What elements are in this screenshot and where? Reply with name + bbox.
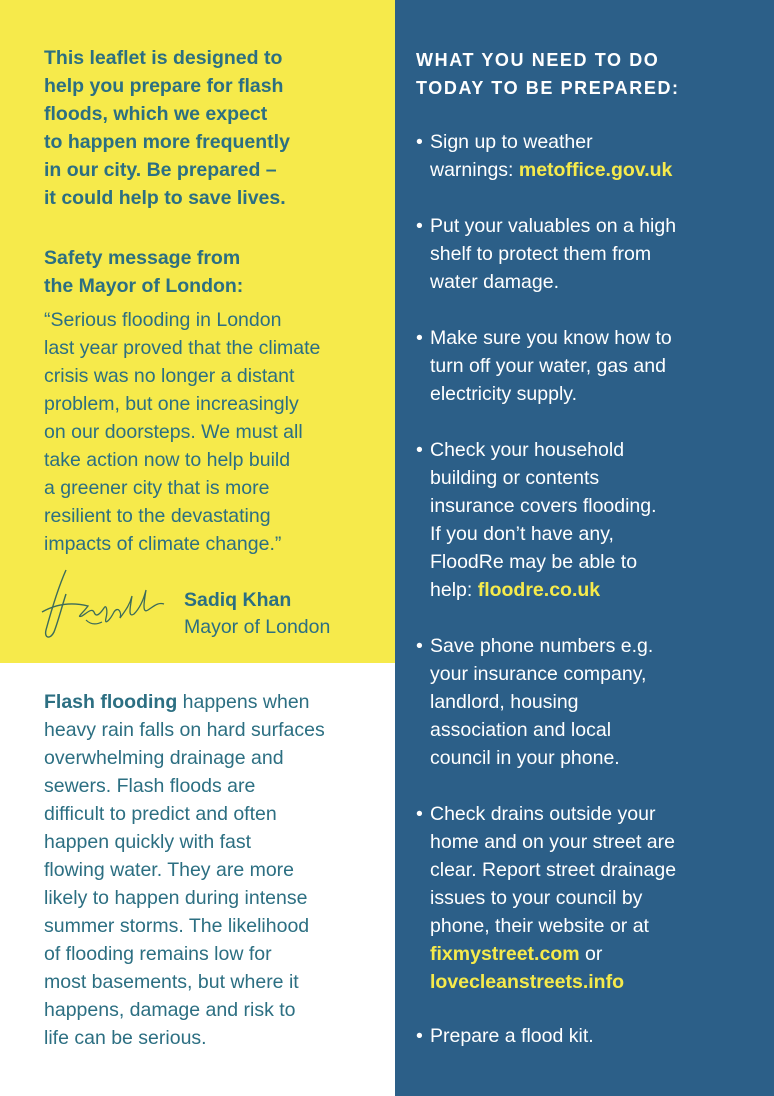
flash-flooding-paragraph	[44, 688, 384, 1052]
list-item-text: Sign up to weather warnings:	[430, 131, 593, 181]
bullet-icon: •	[416, 1025, 423, 1047]
signer-name: Sadiq Khan	[184, 589, 292, 611]
signature-image	[36, 560, 170, 646]
bullet-icon: •	[416, 635, 423, 657]
bullet-icon: •	[416, 215, 423, 237]
list-item-text-or: or	[584, 943, 603, 965]
intro-text: This leaflet is designed to help you prepare for flash floods, which we expect to happen more frequently in our city. Be prepared – it could help to save lives.	[44, 47, 290, 209]
bullet-icon: •	[416, 439, 423, 461]
flash-flooding-term: Flash flooding	[44, 691, 178, 713]
list-item-text: Prepare a flood kit.	[430, 1025, 594, 1047]
list-item-text: Make sure you know how to turn off your water, gas and electricity supply.	[430, 327, 672, 405]
bullet-icon: •	[416, 327, 423, 349]
list-item-text: Put your valuables on a high shelf to protect them from water damage.	[430, 215, 677, 293]
flash-flooding-description: happens when heavy rain falls on hard surfaces overwhelming drainage and sewers. Flash floods are difficult to predict and often happen quickly with fast flowing water. They are more likely to happen during intense summer storms. The likelihood of flooding remains low for most basements, but where it happens, damage and risk to life can be serious.	[44, 691, 325, 1049]
list-item-text: Save phone numbers e.g. your insurance company, landlord, housing association and local council in your phone.	[430, 635, 654, 769]
floodre-link[interactable]: floodre.co.uk	[477, 579, 601, 601]
list-item-text: Check your household building or contents insurance covers flooding. If you don’t have any, FloodRe may be able to help:	[430, 439, 657, 601]
bullet-icon: •	[416, 803, 423, 825]
bullet-icon: •	[416, 131, 423, 153]
list-item-text: Check drains outside your home and on your street are clear. Report street drainage issues to your council by phone, their website or at	[430, 803, 677, 937]
metoffice-link[interactable]: metoffice.gov.uk	[518, 159, 673, 181]
mayor-quote: “Serious flooding in London last year proved that the climate crisis was no longer a distant problem, but one increasingly on our doorsteps. We must all take action now to help build a greener city that is more resilient to the devastating impacts of climate change.”	[44, 309, 321, 555]
signer-role: Mayor of London	[184, 616, 331, 638]
preparation-heading: WHAT YOU NEED TO DO TODAY TO BE PREPARED:	[416, 50, 680, 98]
safety-message-heading: Safety message from the Mayor of London:	[44, 247, 244, 297]
lovecleanstreets-link[interactable]: lovecleanstreets.info	[430, 971, 624, 993]
fixmystreet-link[interactable]: fixmystreet.com	[430, 943, 580, 965]
